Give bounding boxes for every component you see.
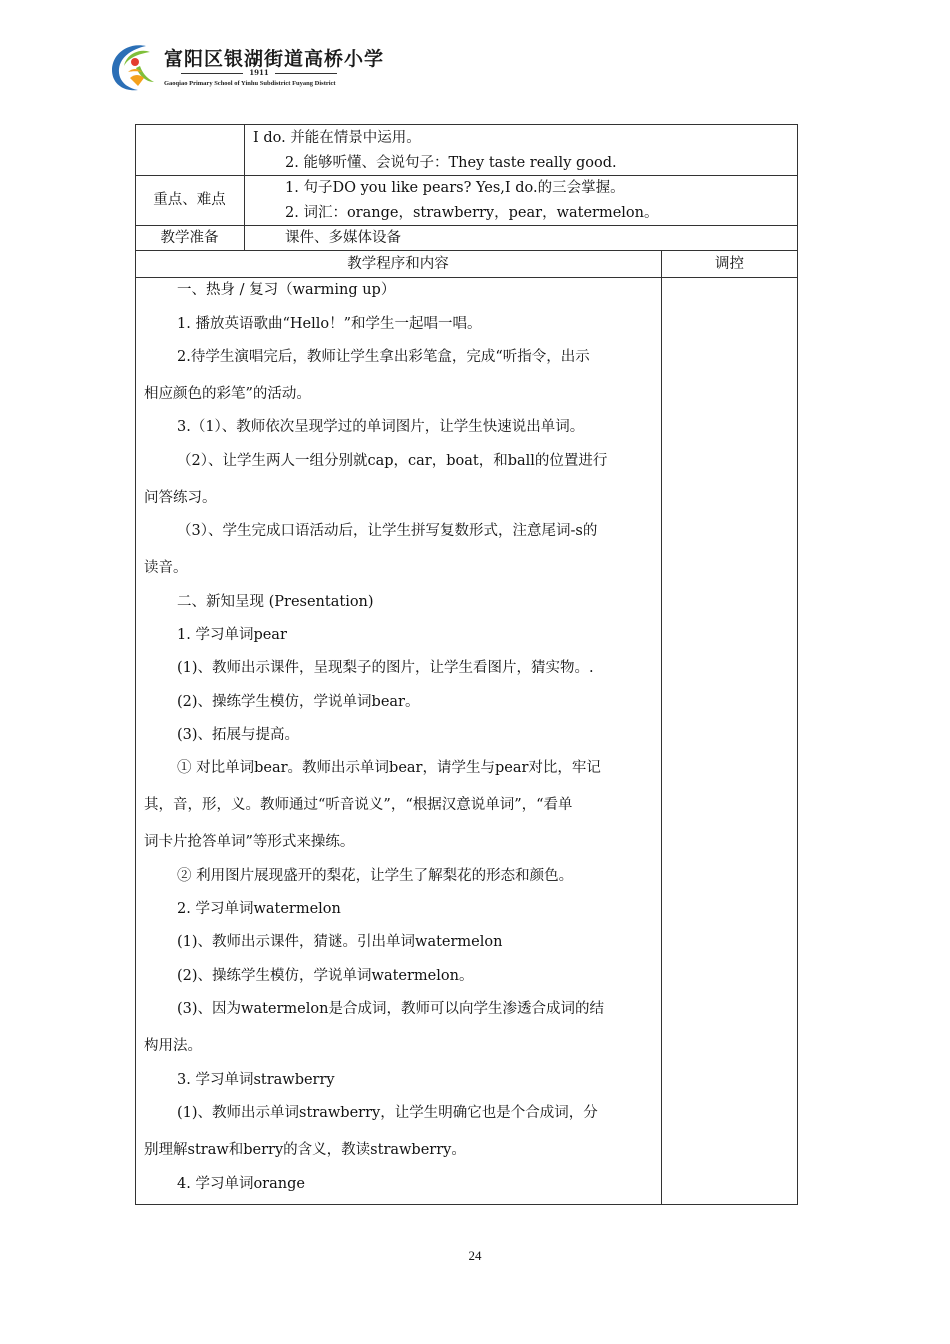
founding-year: 1911 (164, 68, 354, 77)
procedure-line: 相应颜色的彩笔”的活动。 (144, 386, 311, 402)
school-logo (106, 38, 385, 98)
procedure-line: (2)、操练学生模仿，学说单词watermelon。 (177, 968, 474, 984)
row-divider (135, 277, 798, 278)
procedure-line: （2）、让学生两人一组分别就cap，car，boat，和ball的位置进行 (177, 453, 608, 469)
school-name: 富阳区银湖街道高桥小学 (164, 48, 385, 70)
procedure-line: ② 利用图片展现盛开的梨花，让学生了解梨花的形态和颜色。 (177, 868, 574, 884)
prep-label: 教学准备 (160, 230, 219, 246)
keypoints-line-2: 2. 词汇：orange，strawberry，pear，watermelon。 (285, 205, 659, 221)
procedure-line: 问答练习。 (144, 490, 217, 506)
procedure-line: (1)、教师出示课件，呈现梨子的图片，让学生看图片，猜实物。. (177, 660, 594, 676)
column-divider (244, 124, 245, 250)
row-divider (135, 175, 798, 176)
procedure-line: (2)、操练学生模仿，学说单词bear。 (177, 694, 420, 710)
procedure-line: 一、热身 / 复习（warming up） (177, 282, 396, 298)
control-header: 调控 (715, 256, 744, 272)
procedure-line: (3)、因为watermelon是合成词，教师可以向学生渗透合成词的结 (177, 1001, 604, 1017)
procedure-line: (1)、教师出示课件，猜谜。引出单词watermelon (177, 934, 503, 950)
procedure-line: 3.（1）、教师依次呈现学过的单词图片，让学生快速说出单词。 (177, 419, 585, 435)
procedure-line: 读音。 (144, 560, 188, 576)
procedure-line: 二、新知呈现 (Presentation) (177, 594, 374, 610)
keypoints-line-1: 1. 句子DO you like pears? Yes,I do.的三会掌握。 (285, 180, 625, 196)
procedure-line: 3. 学习单词strawberry (177, 1072, 335, 1088)
procedure-line: 别理解straw和berry的含义，教读strawberry。 (144, 1142, 466, 1158)
procedure-header: 教学程序和内容 (347, 256, 449, 272)
procedure-line: 其，音，形，义。教师通过“听音说义”，“根据汉意说单词”，“看单 (144, 797, 573, 813)
prep-value: 课件、多媒体设备 (285, 230, 401, 246)
procedure-line: 构用法。 (144, 1038, 202, 1054)
procedure-line: (1)、教师出示单词strawberry，让学生明确它也是个合成词，分 (177, 1105, 598, 1121)
procedure-line: 4. 学习单词orange (177, 1176, 305, 1192)
row-divider (135, 225, 798, 226)
row-divider (135, 250, 798, 251)
goal-line-1: I do. 并能在情景中运用。 (253, 130, 421, 146)
procedure-line: （3）、学生完成口语活动后，让学生拼写复数形式，注意尾词-s的 (177, 523, 598, 539)
procedure-line: 2. 学习单词watermelon (177, 901, 341, 917)
procedure-line: ① 对比单词bear。教师出示单词bear，请学生与pear对比，牢记 (177, 760, 601, 776)
procedure-line: 1. 学习单词pear (177, 627, 287, 643)
procedure-line: 1. 播放英语歌曲“Hello！”和学生一起唱一唱。 (177, 316, 482, 332)
school-emblem-icon (106, 38, 162, 94)
column-divider (661, 250, 662, 1205)
procedure-line: 2.待学生演唱完后，教师让学生拿出彩笔盒，完成“听指令，出示 (177, 349, 590, 365)
page-number: 24 (468, 1248, 482, 1263)
goal-line-2: 2. 能够听懂、会说句子：They taste really good. (285, 155, 617, 171)
keypoints-label: 重点、难点 (153, 192, 226, 208)
procedure-line: 词卡片抢答单词”等形式来操练。 (144, 834, 355, 850)
school-english-name: Gaoqiao Primary School of Yinhu Subdistrict Fuyang District (164, 80, 336, 87)
procedure-line: (3)、拓展与提高。 (177, 727, 300, 743)
